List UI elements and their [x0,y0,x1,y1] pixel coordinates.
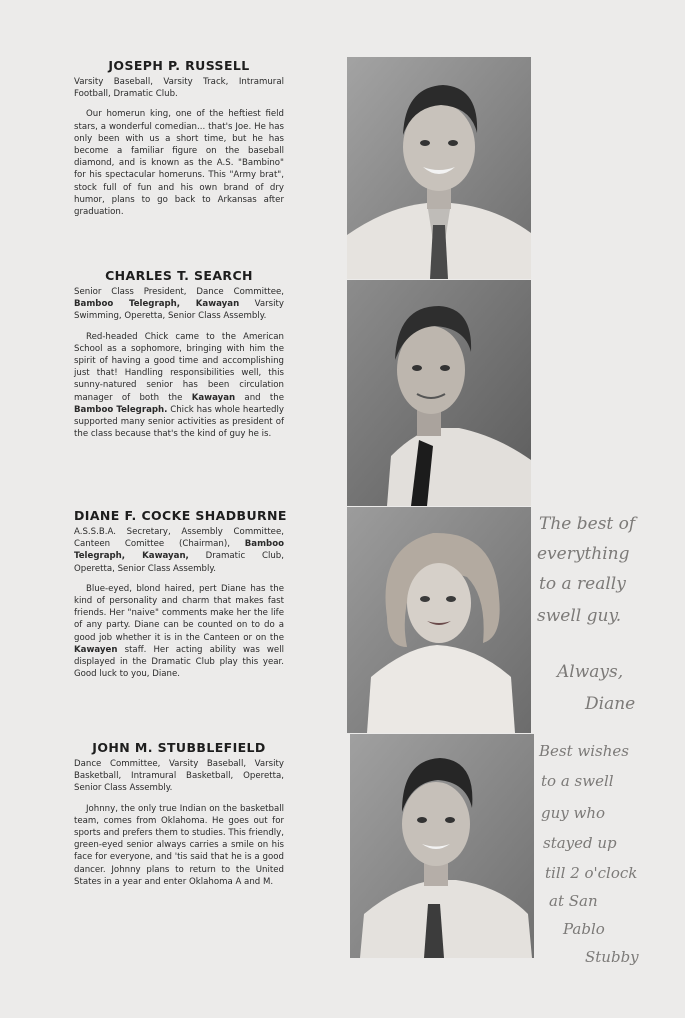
handwritten-line: swell guy. [537,606,622,626]
handwritten-line: Pablo [563,920,605,938]
handwritten-line: Diane [585,694,636,714]
handwritten-line: to a swell [541,772,614,790]
handwritten-line: everything [537,544,630,564]
senior-entry-search [74,268,284,440]
portrait-photo-stubblefield [350,734,534,958]
portrait-photo-russell [347,57,531,279]
handwritten-line: stayed up [543,834,617,852]
handwritten-line: at San [549,892,598,910]
senior-entry-russell [74,58,284,218]
senior-name: JOHN M. STUBBLEFIELD [92,740,266,755]
handwritten-line: to a really [539,574,626,594]
senior-entry-shadburne [74,508,287,680]
portrait-photo-search [347,280,531,506]
senior-name: JOSEPH P. RUSSELL [108,58,250,73]
portrait-photo-shadburne [347,507,531,733]
handwritten-line: guy who [541,804,606,822]
handwritten-line: Stubby [585,948,639,966]
handwritten-line: The best of [539,514,636,534]
senior-activities: Senior Class President, Dance Committee, Bamboo Telegraph, Kawayan Varsity Swimming, Operetta, Senior Class Assembly. [74,287,284,322]
senior-activities: Varsity Baseball, Varsity Track, Intramural Football, Dramatic Club. [74,77,284,100]
senior-activities: Dance Committee, Varsity Baseball, Varsity Basketball, Intramural Basketball, Operetta, Senior Class Assembly. [74,759,284,794]
handwritten-line: Always, [557,662,624,682]
senior-entry-stubblefield [74,740,284,888]
senior-bio: Red-headed Chick came to the American School as a sophomore, bringing with him the spirit of having a good time and accomplishing just that! Handling responsibilities well, this sunny-natured senior has been circulation manager of both the Kawayan and the Bamboo Telegraph. Chick has whole heartedly supported many senior activities as president of the class because that's the kind of guy he is. [74,331,284,440]
handwritten-line: Best wishes [539,742,629,760]
senior-bio: Our homerun king, one of the heftiest field stars, a wonderful comedian... that's Joe. He has only been with us a short time, but he has become a familiar figure on the baseball diamond, and is known as the A.S. "Bambino" for his spectacular homeruns. This "Army brat", stock full of fun and his own brand of dry humor, plans to go back to Arkansas after graduation. [74,109,284,218]
senior-bio: Blue-eyed, blond haired, pert Diane has the kind of personality and charm that makes fast friends. Her "naive" comments make her the life of any party. Diane can be counted on to do a good job whether it is in the Canteen or on the Kawayen staff. Her acting ability was well displayed in the Dramatic Club play this year. Good luck to you, Diane. [74,583,284,680]
handwritten-line: till 2 o'clock [545,864,638,882]
senior-bio: Johnny, the only true Indian on the basketball team, comes from Oklahoma. He goes out for sports and prefers them to studies. This friendly, green-eyed senior always carries a smile on his face for everyone, and 'tis said that he is a good dancer. Johnny plans to return to the United States in a year and enter Oklahoma A and M. [74,803,284,887]
senior-name: CHARLES T. SEARCH [105,268,253,283]
senior-activities: A.S.S.B.A. Secretary, Assembly Committee, Canteen Comittee (Chairman), Bamboo Telegraph, Kawayan, Dramatic Club, Operetta, Senior Class Assembly. [74,527,284,574]
senior-name: DIANE F. COCKE SHADBURNE [74,508,287,523]
